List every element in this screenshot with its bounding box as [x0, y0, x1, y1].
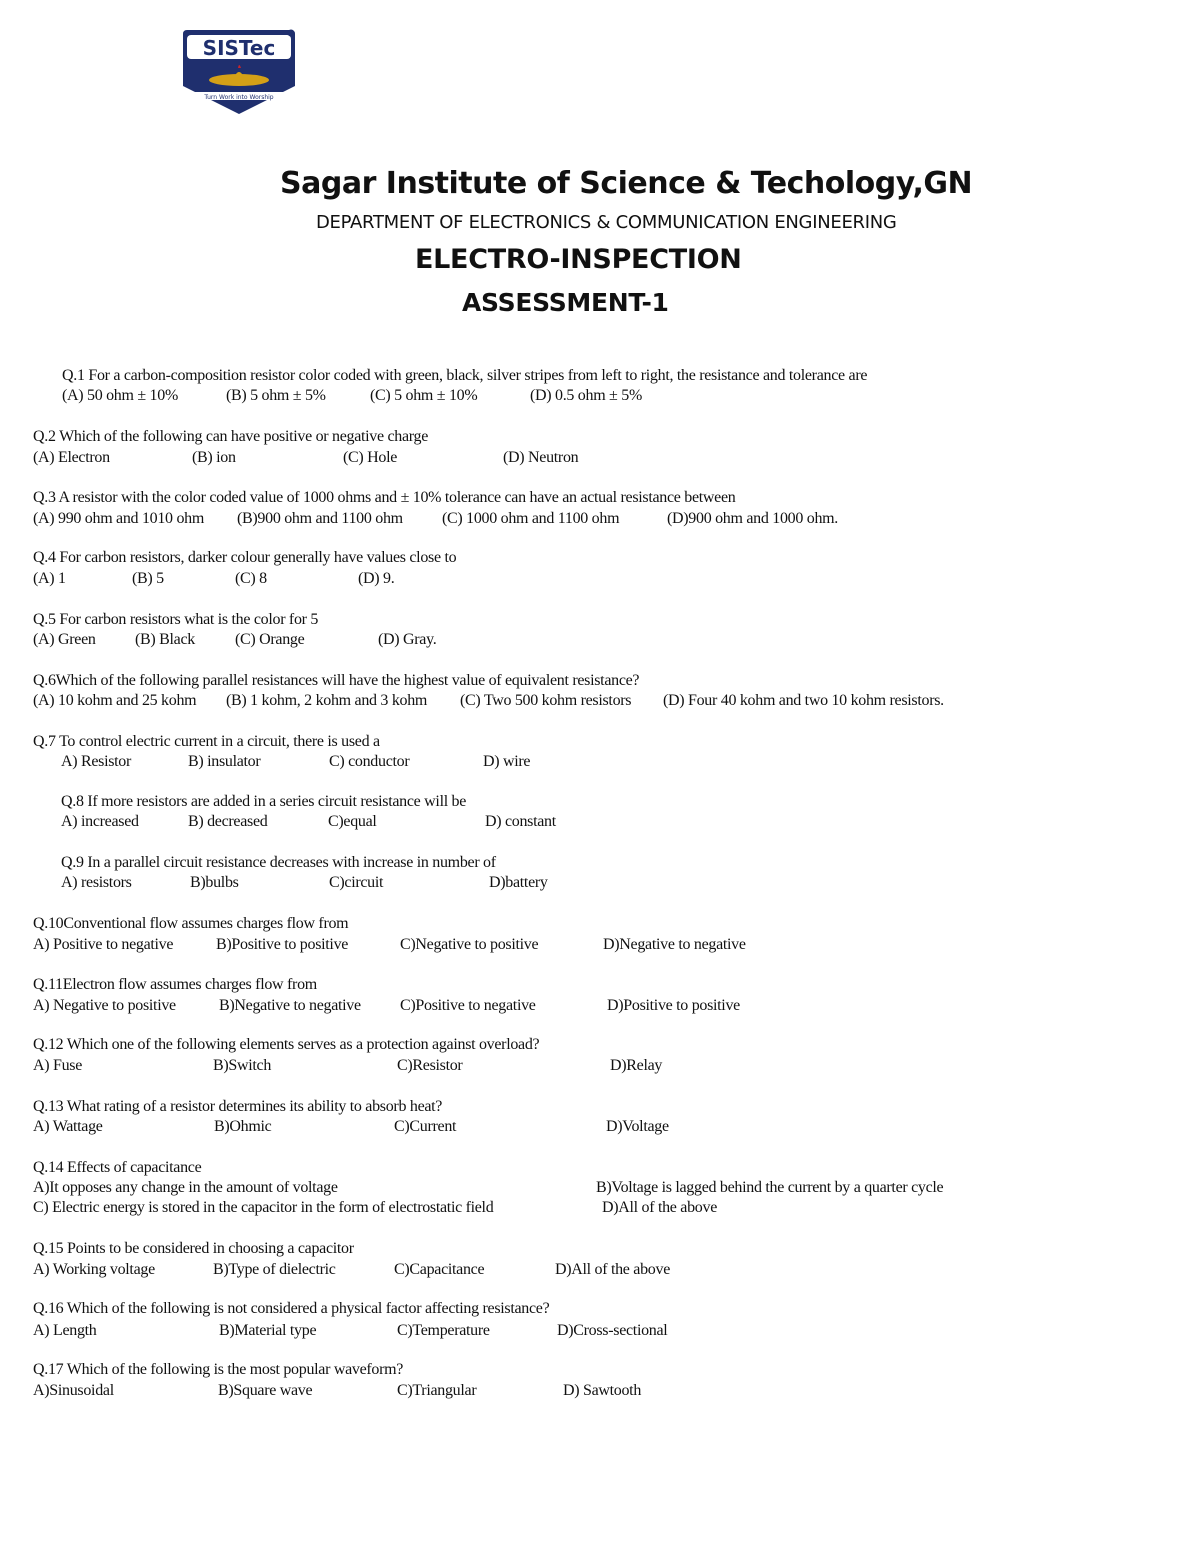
- question-text: Q.6Which of the following parallel resistances will have the highest value of equivalent resistance?: [33, 672, 640, 689]
- option-d: D)Positive to positive: [607, 997, 740, 1014]
- option-a: A) Resistor: [61, 753, 132, 770]
- option-d: (D) 0.5 ohm ± 5%: [530, 387, 642, 404]
- department-title: DEPARTMENT OF ELECTRONICS & COMMUNICATION ENGINEERING: [316, 212, 897, 233]
- option-b: B) insulator: [188, 753, 261, 770]
- subject-title: ELECTRO-INSPECTION: [415, 244, 742, 275]
- option-a: A) Wattage: [33, 1118, 103, 1135]
- question-16: [0, 1299, 1200, 1349]
- logo-text: SISTec: [202, 36, 276, 60]
- question-11: [0, 975, 1200, 1025]
- question-7: [0, 732, 1200, 782]
- option-d: D)battery: [489, 874, 548, 891]
- option-d: (D) Neutron: [503, 449, 579, 466]
- option-a: A)Sinusoidal: [33, 1382, 114, 1399]
- option-b: B)Material type: [219, 1322, 317, 1339]
- option-b: (B) Black: [135, 631, 195, 648]
- question-text: Q.15 Points to be considered in choosing a capacitor: [33, 1240, 354, 1257]
- option-b: (B) 5 ohm ± 5%: [226, 387, 326, 404]
- question-text: Q.10Conventional flow assumes charges flow from: [33, 915, 349, 932]
- question-text: Q.13 What rating of a resistor determines its ability to absorb heat?: [33, 1098, 443, 1115]
- option-a: (A) 10 kohm and 25 kohm: [33, 692, 197, 709]
- question-text: Q.16 Which of the following is not considered a physical factor affecting resistance?: [33, 1300, 550, 1317]
- option-a: (A) 1: [33, 570, 66, 587]
- option-c: C)Resistor: [397, 1057, 463, 1074]
- option-c: (C) Two 500 kohm resistors: [460, 692, 632, 709]
- option-a: A) Positive to negative: [33, 936, 174, 953]
- question-text: Q.14 Effects of capacitance: [33, 1159, 202, 1176]
- option-a: (A) 990 ohm and 1010 ohm: [33, 510, 205, 527]
- option-b: (B) 5: [132, 570, 164, 587]
- institute-title: Sagar Institute of Science & Techology,GN: [280, 166, 973, 201]
- option-a: A) increased: [61, 813, 139, 830]
- question-text: Q.12 Which one of the following elements serves as a protection against overload?: [33, 1036, 540, 1053]
- question-12: [0, 1035, 1200, 1085]
- question-13: [0, 1097, 1200, 1147]
- option-a: A) resistors: [61, 874, 132, 891]
- question-14: [0, 1158, 1200, 1228]
- logo-emblem: [181, 28, 301, 116]
- option-c: C)circuit: [329, 874, 384, 891]
- option-d: D)All of the above: [602, 1199, 718, 1216]
- option-a: (A) Green: [33, 631, 96, 648]
- question-text: Q.5 For carbon resistors what is the color for 5: [33, 611, 319, 628]
- option-d: D)Negative to negative: [603, 936, 746, 953]
- question-5: [0, 610, 1200, 660]
- question-2: [0, 427, 1200, 477]
- option-a: A) Working voltage: [33, 1261, 155, 1278]
- option-c: C) conductor: [329, 753, 410, 770]
- question-17: [0, 1360, 1200, 1410]
- option-c: C)Triangular: [397, 1382, 477, 1399]
- question-text: Q.4 For carbon resistors, darker colour generally have values close to: [33, 549, 457, 566]
- option-c: C)Positive to negative: [400, 997, 536, 1014]
- option-c: C)equal: [328, 813, 377, 830]
- question-text: Q.1 For a carbon-composition resistor color coded with green, black, silver stripes from left to right, the resistance and tolerance are: [62, 367, 868, 384]
- option-c: (C) 1000 ohm and 1100 ohm: [442, 510, 620, 527]
- option-c: (C) 8: [235, 570, 267, 587]
- question-4: [0, 548, 1200, 598]
- question-15: [0, 1239, 1200, 1289]
- question-text: Q.3 A resistor with the color coded value of 1000 ohms and ± 10% tolerance can have an actual resistance between: [33, 489, 736, 506]
- option-a: A) Length: [33, 1322, 97, 1339]
- option-d: (D)900 ohm and 1000 ohm.: [667, 510, 839, 527]
- assessment-title: ASSESSMENT-1: [462, 288, 669, 317]
- option-b: B)Voltage is lagged behind the current by a quarter cycle: [596, 1179, 944, 1196]
- option-a: (A) 50 ohm ± 10%: [62, 387, 178, 404]
- option-d: D) constant: [485, 813, 556, 830]
- option-b: B)Negative to negative: [219, 997, 361, 1014]
- option-c: (C) 5 ohm ± 10%: [370, 387, 478, 404]
- sistec-logo: [181, 28, 301, 116]
- logo-tagline: Turn Work into Worship: [204, 94, 274, 101]
- option-a: A) Fuse: [33, 1057, 83, 1074]
- option-b: (B) 1 kohm, 2 kohm and 3 kohm: [226, 692, 428, 709]
- question-text: Q.2 Which of the following can have positive or negative charge: [33, 428, 429, 445]
- option-d: (D) Four 40 kohm and two 10 kohm resistors.: [663, 692, 944, 709]
- option-b: B)Positive to positive: [216, 936, 349, 953]
- question-text: Q.11Electron flow assumes charges flow from: [33, 976, 317, 993]
- option-c: C)Temperature: [397, 1322, 490, 1339]
- question-10: [0, 914, 1200, 964]
- option-b: B)Ohmic: [214, 1118, 272, 1135]
- question-text: Q.8 If more resistors are added in a series circuit resistance will be: [61, 793, 467, 810]
- option-d: (D) 9.: [358, 570, 395, 587]
- option-d: D) wire: [483, 753, 531, 770]
- option-b: B)Type of dielectric: [213, 1261, 336, 1278]
- question-text: Q.9 In a parallel circuit resistance decreases with increase in number of: [61, 854, 496, 871]
- question-1: [0, 366, 1200, 416]
- option-d: D) Sawtooth: [563, 1382, 642, 1399]
- option-d: D)Relay: [610, 1057, 663, 1074]
- option-b: (B)900 ohm and 1100 ohm: [237, 510, 403, 527]
- option-d: D)All of the above: [555, 1261, 671, 1278]
- option-b: B) decreased: [188, 813, 268, 830]
- option-d: (D) Gray.: [378, 631, 437, 648]
- option-c: C)Negative to positive: [400, 936, 539, 953]
- option-a: A)It opposes any change in the amount of voltage: [33, 1179, 338, 1196]
- option-b: B)Switch: [213, 1057, 272, 1074]
- option-c: C)Capacitance: [394, 1261, 485, 1278]
- option-c: (C) Orange: [235, 631, 305, 648]
- option-b: B)Square wave: [218, 1382, 313, 1399]
- option-a: (A) Electron: [33, 449, 110, 466]
- question-text: Q.17 Which of the following is the most popular waveform?: [33, 1361, 404, 1378]
- option-d: D)Cross-sectional: [557, 1322, 668, 1339]
- question-text: Q.7 To control electric current in a circuit, there is used a: [33, 733, 380, 750]
- option-b: (B) ion: [192, 449, 236, 466]
- option-a: A) Negative to positive: [33, 997, 176, 1014]
- option-b: B)bulbs: [190, 874, 239, 891]
- option-c: C)Current: [394, 1118, 457, 1135]
- option-c: (C) Hole: [343, 449, 398, 466]
- question-8: [0, 792, 1200, 842]
- question-6: [0, 671, 1200, 721]
- question-3: [0, 488, 1200, 538]
- question-9: [0, 853, 1200, 903]
- option-d: D)Voltage: [606, 1118, 669, 1135]
- option-c: C) Electric energy is stored in the capacitor in the form of electrostatic field: [33, 1199, 494, 1216]
